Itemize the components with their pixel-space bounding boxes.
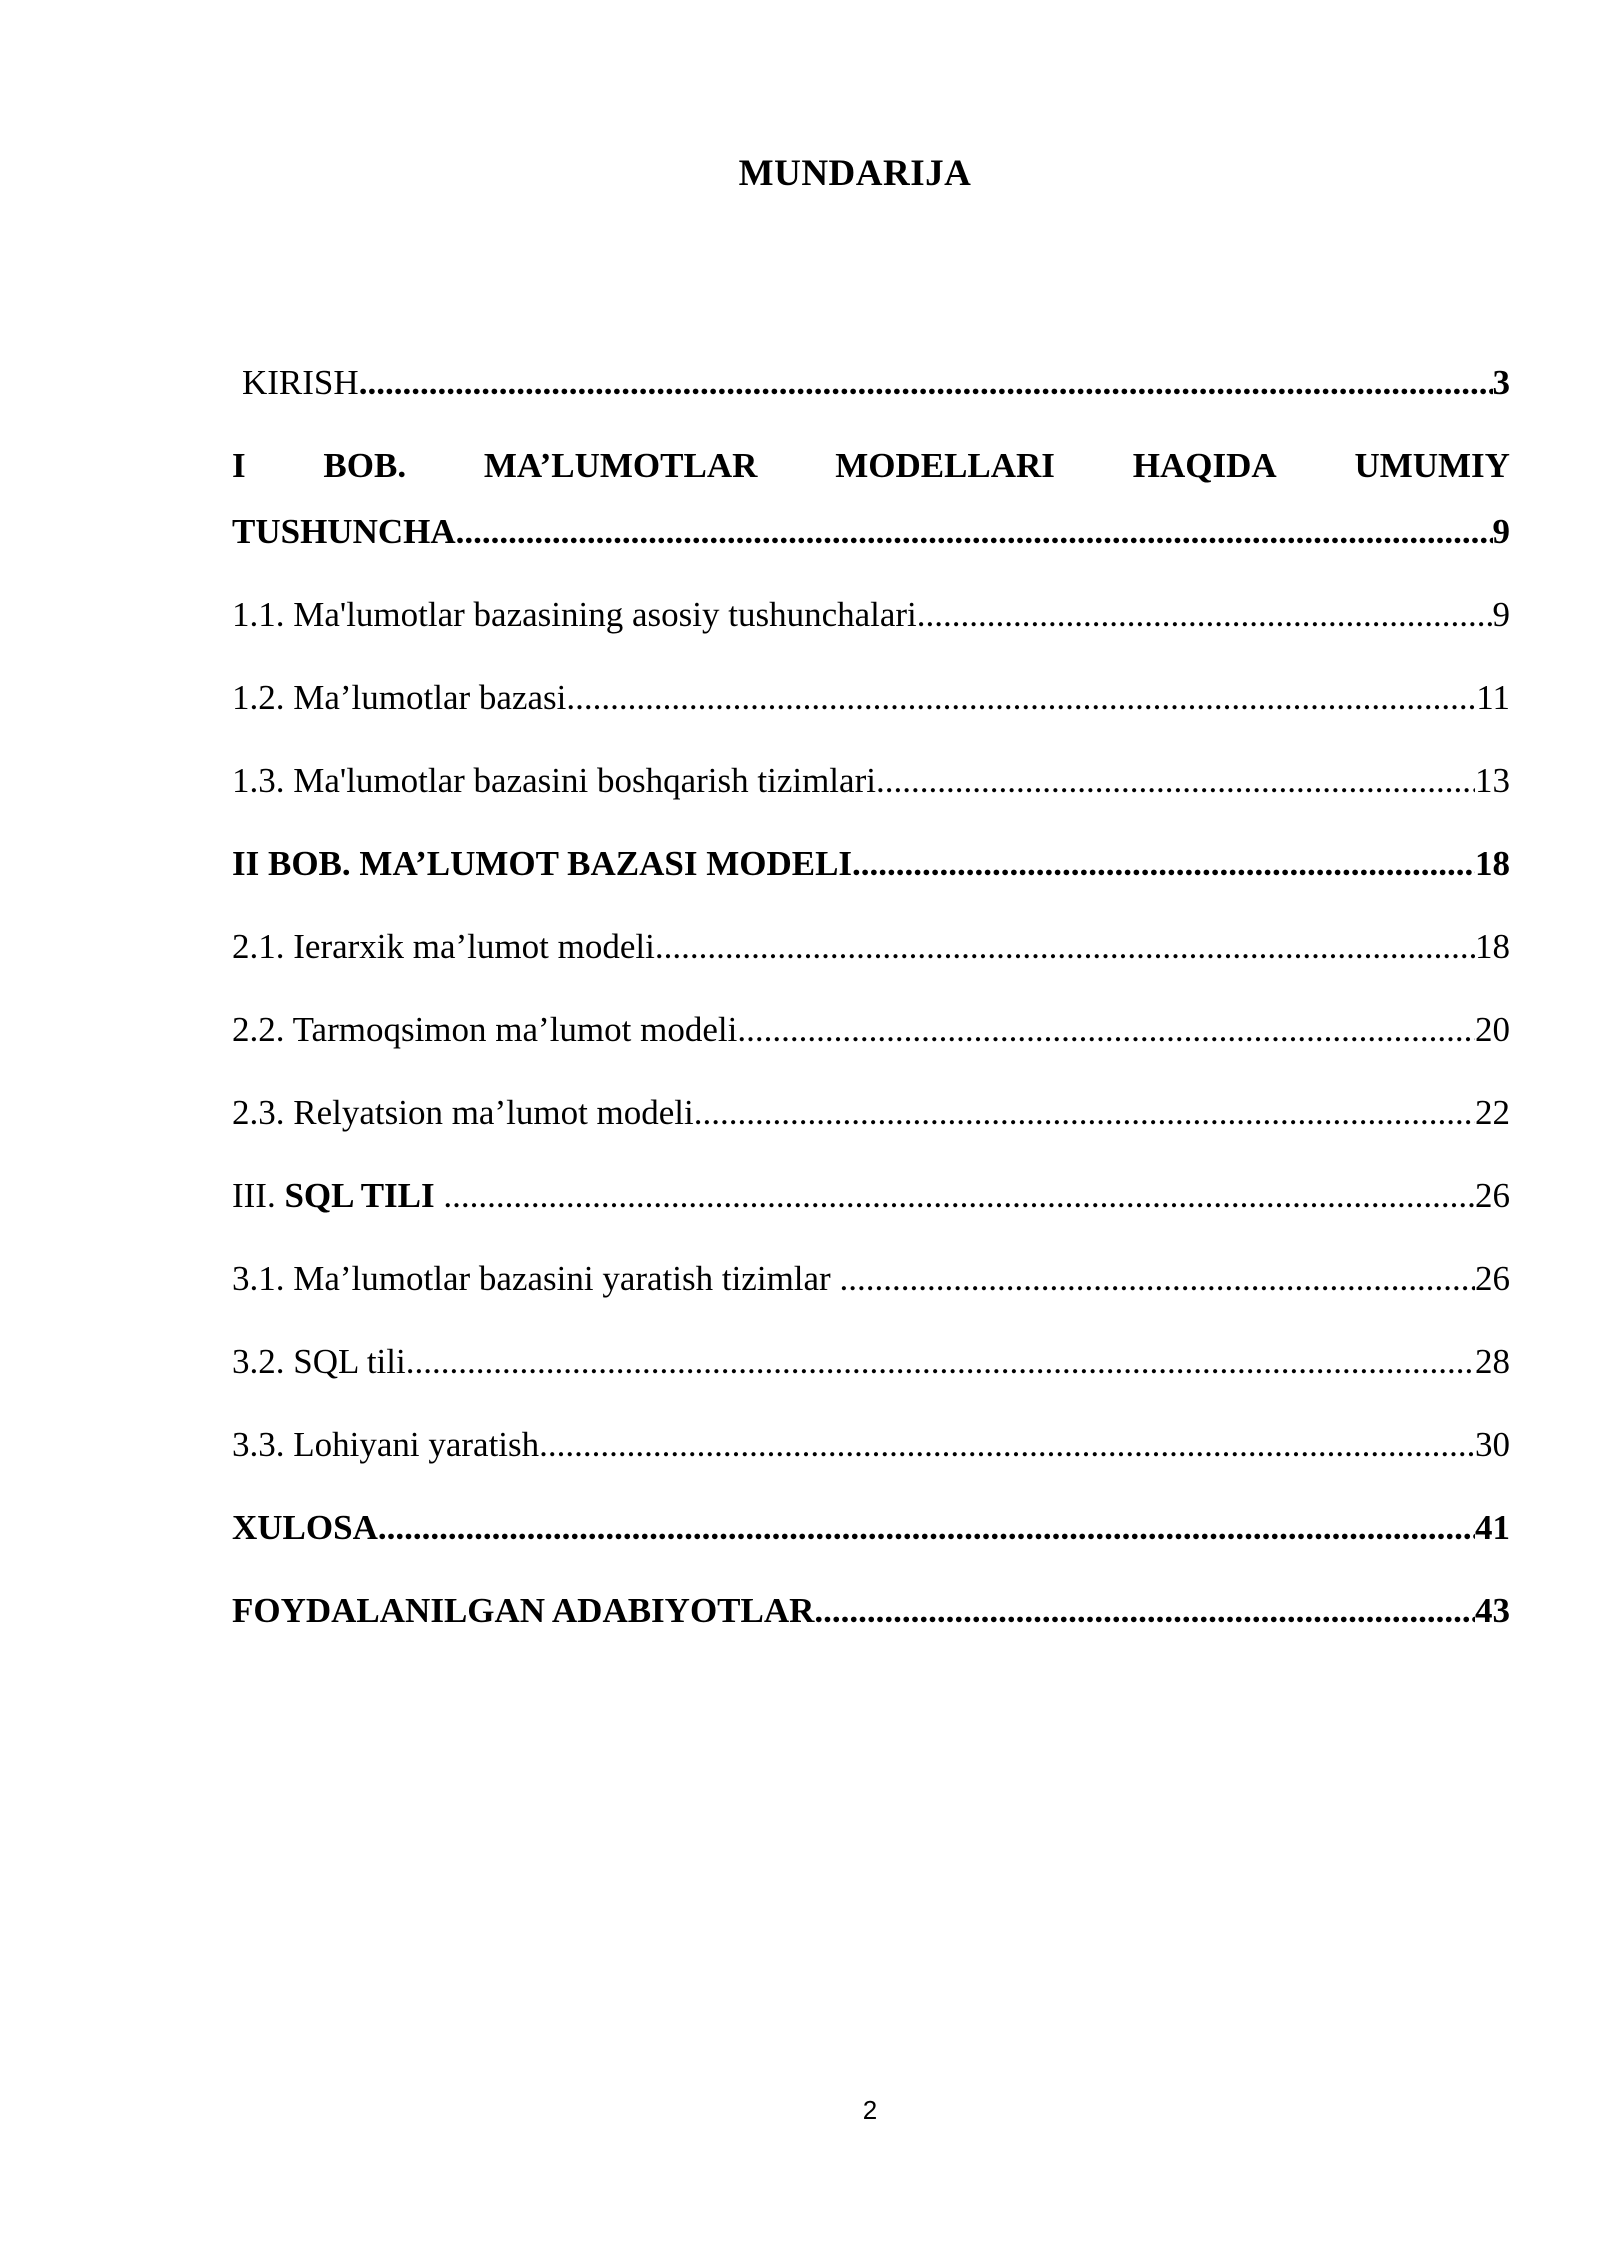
dot-leader	[655, 921, 1475, 973]
toc-entry-page: 43	[1475, 1591, 1510, 1630]
dot-leader	[566, 672, 1476, 724]
dot-leader	[406, 1336, 1475, 1388]
dot-leader	[839, 1253, 1475, 1305]
toc-entry-page: 18	[1475, 844, 1510, 883]
toc-entry-2-1	[232, 921, 1510, 1004]
toc-entry-chapter1-line1	[232, 440, 1510, 506]
toc-entry-label: 3.1. Ma’lumotlar bazasini yaratish tizimlar	[232, 1259, 831, 1298]
toc-entry-adabiyotlar	[232, 1585, 1510, 1668]
toc-entry-1-1	[232, 589, 1510, 672]
dot-leader	[378, 1502, 1475, 1554]
toc-entry-kirish	[232, 357, 1510, 440]
dot-leader	[443, 1170, 1475, 1222]
chapter1-word: I	[232, 446, 246, 485]
toc-entry-label: SQL TILI	[284, 1176, 435, 1215]
toc-entry-label: TUSHUNCHA	[232, 512, 456, 551]
dot-leader	[737, 1004, 1475, 1056]
toc-entry-page: 3	[1492, 363, 1510, 402]
dot-leader	[456, 506, 1493, 558]
toc-entry-chapter2	[232, 838, 1510, 921]
toc-entry-label: 1.1. Ma'lumotlar bazasining asosiy tushunchalari	[232, 595, 917, 634]
toc-entry-label: 3.3. Lohiyani yaratish	[232, 1425, 540, 1464]
toc-entry-3-2	[232, 1336, 1510, 1419]
toc-entry-page: 22	[1475, 1093, 1510, 1132]
toc-entry-chapter1-line2	[232, 506, 1510, 589]
toc-entry-label: II BOB. MA’LUMOT BAZASI MODELI	[232, 844, 853, 883]
chapter1-word: BOB.	[323, 446, 407, 485]
toc-entry-1-2	[232, 672, 1510, 755]
toc-entry-prefix: III.	[232, 1176, 276, 1215]
toc-entry-page: 9	[1492, 512, 1510, 551]
page-number: 2	[862, 2095, 878, 2125]
toc-entry-page: 26	[1475, 1259, 1510, 1298]
toc-entry-3-1	[232, 1253, 1510, 1336]
dot-leader	[876, 755, 1475, 807]
dot-leader	[917, 589, 1493, 641]
chapter1-word: HAQIDA	[1132, 446, 1277, 485]
toc-entry-3-3	[232, 1419, 1510, 1502]
toc-entry-2-2	[232, 1004, 1510, 1087]
toc-entry-chapter3	[232, 1170, 1510, 1253]
table-of-contents	[232, 357, 1510, 1668]
dot-leader	[852, 838, 1475, 890]
toc-entry-page: 18	[1475, 927, 1510, 966]
dot-leader	[694, 1087, 1475, 1139]
toc-entry-page: 11	[1476, 678, 1510, 717]
chapter1-word: MODELLARI	[835, 446, 1055, 485]
toc-entry-label: 2.3. Relyatsion ma’lumot modeli	[232, 1093, 694, 1132]
chapter1-word: MA’LUMOTLAR	[483, 446, 758, 485]
toc-entry-page: 9	[1492, 595, 1510, 634]
toc-entry-label: 3.2. SQL tili	[232, 1342, 406, 1381]
toc-entry-1-3	[232, 755, 1510, 838]
dot-leader	[359, 357, 1493, 409]
chapter1-word: UMUMIY	[1354, 446, 1510, 485]
toc-entry-label: XULOSA	[232, 1508, 378, 1547]
dot-leader	[539, 1419, 1475, 1471]
toc-entry-label: FOYDALANILGAN ADABIYOTLAR	[232, 1591, 815, 1630]
toc-entry-page: 30	[1475, 1425, 1510, 1464]
toc-entry-label: 2.2. Tarmoqsimon ma’lumot modeli	[232, 1010, 738, 1049]
toc-entry-label: KIRISH	[242, 363, 359, 402]
dot-leader	[814, 1585, 1475, 1637]
page-title: MUNDARIJA	[738, 153, 972, 194]
toc-entry-label: 1.2. Ma’lumotlar bazasi	[232, 678, 567, 717]
toc-entry-page: 26	[1475, 1176, 1510, 1215]
toc-entry-page: 20	[1475, 1010, 1510, 1049]
toc-entry-label: 2.1. Ierarxik ma’lumot modeli	[232, 927, 655, 966]
toc-entry-label: 1.3. Ma'lumotlar bazasini boshqarish tizimlari	[232, 761, 876, 800]
toc-entry-page: 13	[1475, 761, 1510, 800]
toc-entry-page: 28	[1475, 1342, 1510, 1381]
toc-entry-2-3	[232, 1087, 1510, 1170]
toc-entry-page: 41	[1475, 1508, 1510, 1547]
toc-entry-xulosa	[232, 1502, 1510, 1585]
